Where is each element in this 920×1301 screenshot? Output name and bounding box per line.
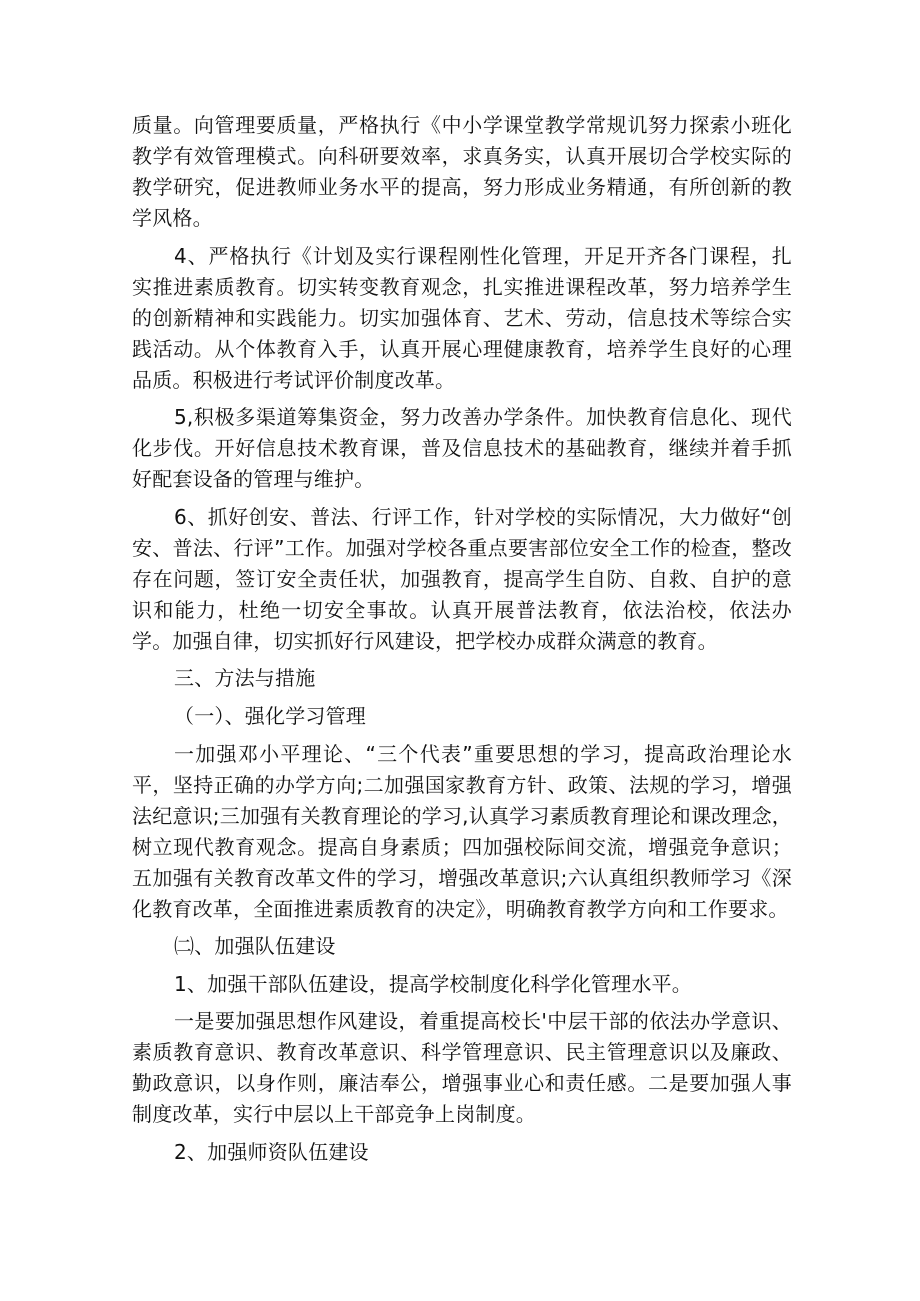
paragraph-teacher-team: 2、加强师资队伍建设 (174, 1139, 369, 1164)
paragraph-cadre-team: 1、加强干部队伍建设，提高学校制度化科学化管理水平。 (174, 971, 692, 996)
subheading-study-management: （一）、强化学习管理 (174, 703, 366, 728)
paragraph-funding: 5,积极多渠道筹集资金，努力改善办学条件。加快教育信息化、现代化步伐。开好信息技术教育课，普及信息技术的基础教育，继续并着手抓好配套设备的管理与维护。 (132, 405, 792, 492)
paragraph-safety-law: 6、抓好创安、普法、行评工作，针对学校的实际情况，大力做好“创安、普法、行评”工作。加强对学校各重点要害部位安全工作的检查，整改存在问题，签订安全责任状，加强教育，提高学生自防、自救、自护的意识和能力，杜绝一切安全事故。认真开展普法教育，依法治校，依法办学。加强自律，切实抓好行风建设，把学校办成群众满意的教育。 (132, 504, 792, 653)
paragraph-curriculum-management: 4、严格执行《计划及实行课程刚性化管理，开足开齐各门课程，扎实推进素质教育。切实转变教育观念，扎实推进课程改革，努力培养学生的创新精神和实践能力。切实加强体育、艺术、劳动，信息技术等综合实践活动。从个体教育入手，认真开展心理健康教育，培养学生良好的心理品质。积极进行考试评价制度改革。 (132, 243, 792, 392)
document-page (132, 110, 792, 1175)
paragraph-cadre-details: 一是要加强思想作风建设，着重提高校长'中层干部的依法办学意识、素质教育意识、教育改革意识、科学管理意识、民主管理意识以及廉政、勤政意识，以身作则，廉洁奉公，增强事业心和责任感。二是要加强人事制度改革，实行中层以上干部竞争上岗制度。 (132, 1009, 792, 1127)
paragraph-study-items: 一加强邓小平理论、“三个代表”重要思想的学习，提高政治理论水平，坚持正确的办学方向;二加强国家教育方针、政策、法规的学习，增强法纪意识;三加强有关教育理论的学习,认真学习素质教育理论和课改理念，树立现代教育观念。提高自身素质；四加强校际间交流，增强竞争意识；五加强有关教育改革文件的学习，增强改革意识;六认真组织教师学习《深化教育改革，全面推进素质教育的决定》，明确教育教学方向和工作要求。 (132, 741, 792, 921)
subheading-team-building: ㈡、加强队伍建设 (174, 934, 336, 959)
section-heading-methods: 三、方法与措施 (174, 666, 316, 691)
paragraph-quality-management: 质量。向管理要质量，严格执行《中小学课堂教学常规讥努力探索小班化教学有效管理模式。向科研要效率，求真务实，认真开展切合学校实际的教学研究，促进教师业务水平的提高，努力形成业务精通，有所创新的教学风格。 (132, 113, 792, 230)
